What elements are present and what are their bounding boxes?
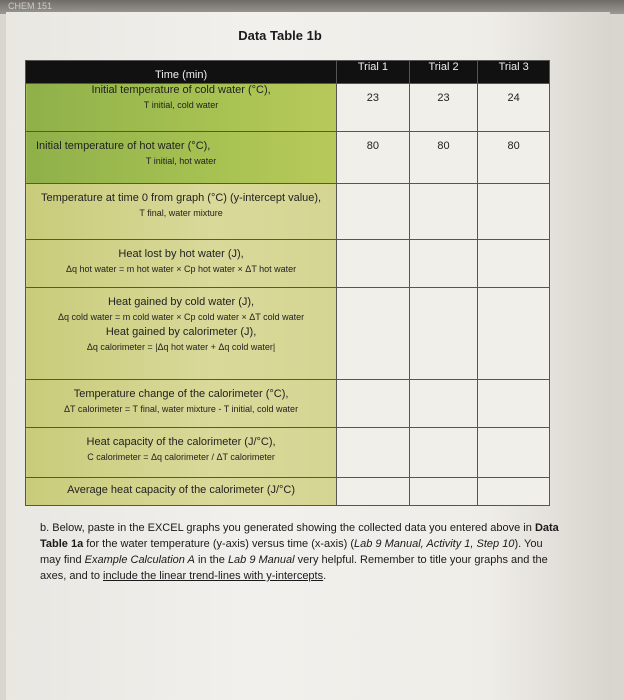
cell-trial-1[interactable]: [337, 380, 410, 428]
cell-trial-3[interactable]: 24: [478, 84, 550, 132]
cell-trial-2[interactable]: [409, 288, 478, 380]
cell-trial-3[interactable]: [478, 184, 550, 240]
cell-trial-3[interactable]: [478, 288, 550, 380]
cell-trial-1[interactable]: [337, 478, 410, 506]
table-row: [26, 478, 550, 506]
header-trial-1: Trial 1: [337, 61, 410, 84]
table-row: [26, 84, 550, 132]
cell-trial-3[interactable]: [478, 428, 550, 478]
cell-trial-3[interactable]: [478, 380, 550, 428]
header-time: Time (min): [26, 61, 337, 84]
instructions-paragraph: b. Below, paste in the EXCEL graphs you generated showing the collected data you entered above in Data Table 1a for the water temperature (y-axis) versus time (x-axis) (Lab 9 Manual, Activity 1, Step 10). You may find Example Calculation A in the Lab 9 Manual very helpful. Remember to title your graphs and the axes, and to include the linear trend-lines with y-intercepts.: [40, 522, 559, 582]
cell-trial-3[interactable]: [478, 478, 550, 506]
cell-trial-2[interactable]: [409, 380, 478, 428]
table-row: [26, 132, 550, 184]
clip-text: CHEM 151: [8, 1, 53, 11]
data-table: [25, 60, 550, 506]
table-row: [26, 380, 550, 428]
cell-trial-1[interactable]: [337, 428, 410, 478]
cell-trial-1[interactable]: [337, 240, 410, 288]
cell-trial-2[interactable]: [409, 240, 478, 288]
table-header-row: [26, 61, 550, 84]
cell-trial-3[interactable]: 80: [478, 132, 550, 184]
cell-trial-2[interactable]: [409, 184, 478, 240]
row-label: Heat lost by hot water (J), Δq hot water = m hot water × Cp hot water × ΔT hot water: [26, 240, 337, 288]
header-trial-3: Trial 3: [478, 61, 550, 84]
cell-trial-1[interactable]: [337, 184, 410, 240]
row-label: Heat capacity of the calorimeter (J/°C), C calorimeter = Δq calorimeter / ΔT calorimeter: [26, 428, 337, 478]
row-label: Heat gained by cold water (J), Δq cold water = m cold water × Cp cold water × ΔT cold water Heat gained by calorimeter (J), Δq calorimeter = |Δq hot water + Δq cold water|: [26, 288, 337, 380]
cell-trial-2[interactable]: [409, 428, 478, 478]
table-row: [26, 428, 550, 478]
row-label: Average heat capacity of the calorimeter (J/°C): [26, 478, 337, 506]
cell-trial-2[interactable]: 80: [409, 132, 478, 184]
cell-trial-2[interactable]: [409, 478, 478, 506]
table-row: [26, 240, 550, 288]
cell-trial-2[interactable]: 23: [409, 84, 478, 132]
row-label: Initial temperature of cold water (°C), T initial, cold water: [26, 84, 337, 132]
cell-trial-3[interactable]: [478, 240, 550, 288]
row-label: Temperature change of the calorimeter (°C), ΔT calorimeter = T final, water mixture - T initial, cold water: [26, 380, 337, 428]
table-row: [26, 184, 550, 240]
cell-trial-1[interactable]: [337, 288, 410, 380]
table-row: [26, 288, 550, 380]
header-trial-2: Trial 2: [409, 61, 478, 84]
row-label: Temperature at time 0 from graph (°C) (y-intercept value), T final, water mixture: [26, 184, 337, 240]
page-title: Data Table 1b: [238, 28, 322, 43]
cell-trial-1[interactable]: 80: [337, 132, 410, 184]
cell-trial-1[interactable]: 23: [337, 84, 410, 132]
row-label: Initial temperature of hot water (°C), T initial, hot water: [26, 132, 337, 184]
